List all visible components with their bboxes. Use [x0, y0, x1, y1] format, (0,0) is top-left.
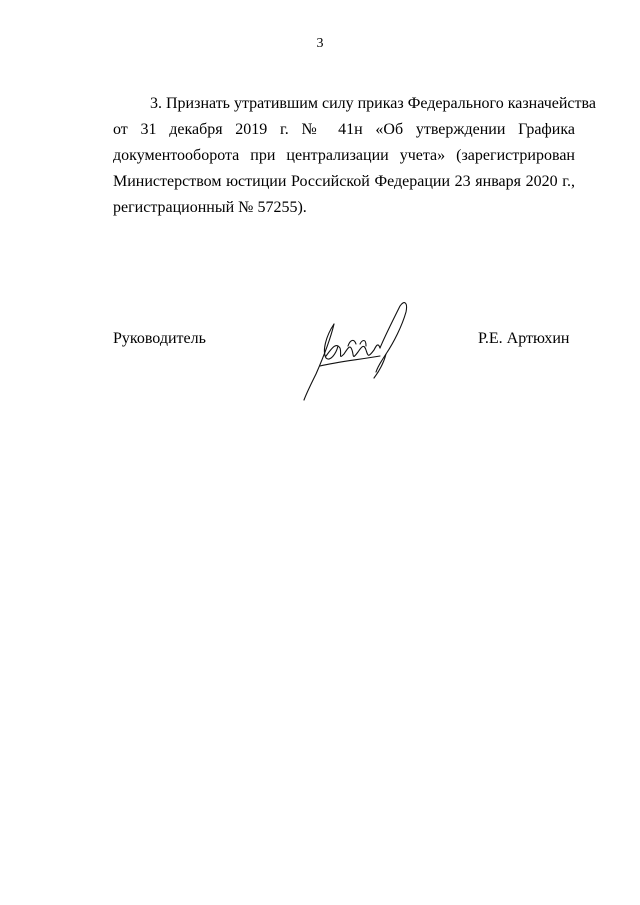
paragraph-line: документооборота при централизации учета» (зарегистрирован [113, 147, 575, 164]
position-title: Руководитель [113, 330, 206, 347]
paragraph-line: регистрационный № 57255). [113, 199, 307, 216]
paragraph-line: от 31 декабря 2019 г. № 41н «Об утверждении Графика [113, 121, 575, 138]
paragraph-line: Министерством юстиции Российской Федерации 23 января 2020 г., [113, 173, 575, 190]
paragraph-3 [113, 91, 596, 221]
signature-icon [296, 296, 416, 401]
signer-name: Р.Е. Артюхин [478, 330, 570, 347]
paragraph-line: 3. Признать утратившим силу приказ Федерального казначейства [150, 95, 596, 112]
page-number: 3 [316, 36, 324, 51]
